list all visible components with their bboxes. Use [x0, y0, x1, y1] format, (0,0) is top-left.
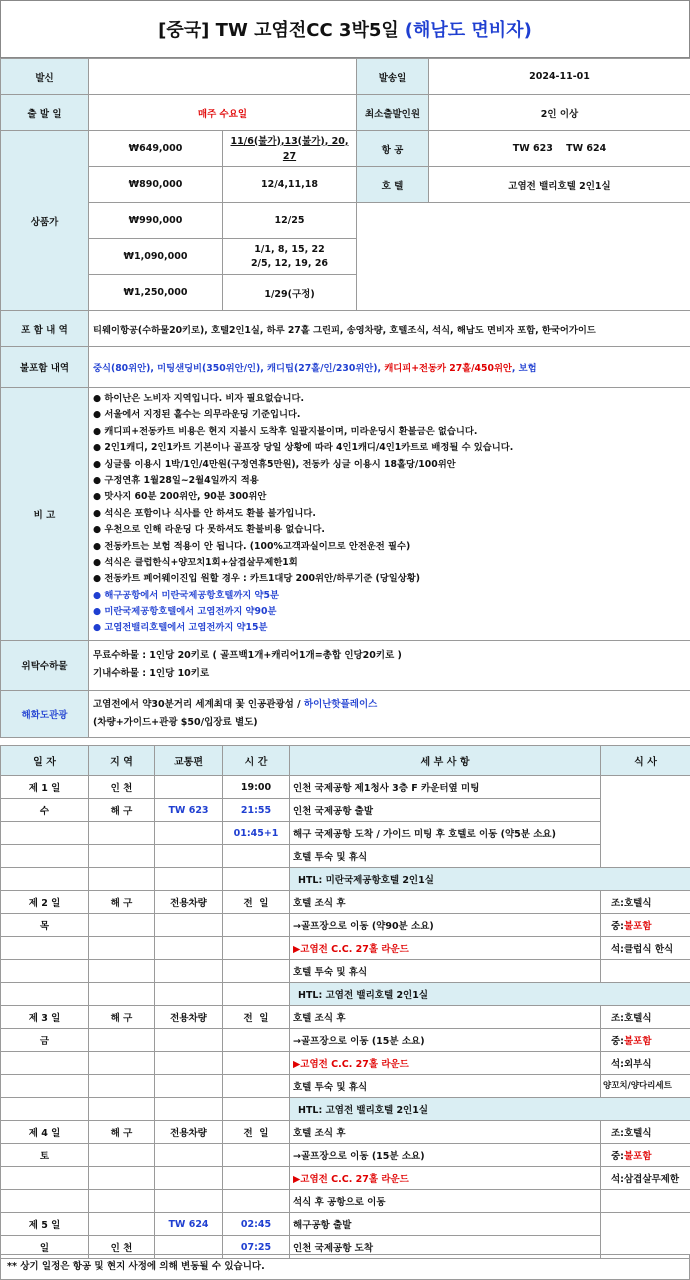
tour-label: 해화도관광 — [1, 690, 89, 737]
page-title — [0, 0, 690, 58]
day3-meal: 중:불포함 — [601, 1029, 690, 1052]
remark-line: ● 석식은 포함이나 식사를 안 하셔도 환불 불가입니다. — [93, 507, 316, 519]
day3-detail: ▶고염전 C.C. 27홀 라운드 — [290, 1052, 601, 1075]
title-sub: (해남도 면비자) — [404, 20, 532, 41]
day1-detail: 호텔 투숙 및 휴식 — [290, 845, 601, 868]
day5-time: 02:45 — [223, 1213, 290, 1236]
remarks-label: 비 고 — [1, 388, 89, 641]
footnote: ** 상기 일정은 항공 및 현지 사정에 의해 변동될 수 있습니다. — [0, 1254, 690, 1280]
blank-area — [357, 203, 690, 311]
day5-dow: 일 — [1, 1236, 89, 1259]
day2-label: 제 2 일 — [1, 891, 89, 914]
day5-flight: TW 624 — [155, 1213, 223, 1236]
price-4: ₩1,090,000 — [89, 239, 223, 275]
sender-value — [89, 59, 357, 95]
day2-hotel: HTL: 고염전 밸리호텔 2인1실 — [290, 983, 690, 1006]
day2-detail: 호텔 투숙 및 휴식 — [290, 960, 601, 983]
day1-detail: 해구 국제공항 도착 / 가이드 미팅 후 호텔로 이동 (약5분 소요) — [290, 822, 601, 845]
remarks-list — [89, 388, 690, 641]
price-1-dates: 11/6(불가),13(불가), 20, 27 — [223, 131, 357, 167]
day2-time: 전 일 — [223, 891, 290, 914]
price-5-dates: 1/29(구정) — [223, 275, 357, 311]
day2-meal: 석:클럽식 한식 — [601, 937, 690, 960]
remark-line: ● 맛사지 60분 200위안, 90분 300위안 — [93, 491, 267, 503]
day5-detail: 인천 국제공항 도착 — [290, 1236, 601, 1259]
remark-line: ● 석식은 클럽한식+양꼬치1회+삼겹살무제한1회 — [93, 556, 298, 568]
price-5: ₩1,250,000 — [89, 275, 223, 311]
day3-label: 제 3 일 — [1, 1006, 89, 1029]
price-3-dates: 12/25 — [223, 203, 357, 239]
remark-line: ● 고염전밸리호텔에서 고염전까지 약15분 — [93, 622, 268, 634]
day1-hotel: HTL: 미란국제공항호텔 2인1실 — [290, 868, 690, 891]
tour-value: 고염전에서 약30분거리 세계최대 꽃 인공관광섬 / 하이난핫플레이스 (차량+가이드+관광 $50/입장료 별도) — [89, 690, 690, 737]
airline-value: TW 623 TW 624 — [429, 131, 690, 167]
day5-label: 제 5 일 — [1, 1213, 89, 1236]
day3-dow: 금 — [1, 1029, 89, 1052]
remark-line: ● 하이난은 노비자 지역입니다. 비자 필요없습니다. — [93, 393, 304, 404]
departure-value: 매주 수요일 — [89, 95, 357, 131]
remark-line: ● 싱글룸 이용시 1박/1인/4만원(구정연휴5만원), 전동카 싱글 이용시 18홀당/100위안 — [93, 458, 456, 470]
day5-detail: 해구공항 출발 — [290, 1213, 601, 1236]
min-people-value: 2인 이상 — [429, 95, 690, 131]
remark-line: ● 우천으로 인해 라운딩 다 못하셔도 환불비용 없습니다. — [93, 524, 325, 536]
min-people-label: 최소출발인원 — [357, 95, 429, 131]
remark-line: ● 미란국제공항호텔에서 고염전까지 약90분 — [93, 606, 277, 618]
baggage-value: 무료수하물 : 1인당 20키로 ( 골프백1개+캐리어1개=총합 인당20키로 ) 기내수하물 : 1인당 10키로 — [89, 640, 690, 690]
day3-detail: 호텔 투숙 및 휴식 — [290, 1075, 601, 1098]
departure-label: 출 발 일 — [1, 95, 89, 131]
header-transport: 교통편 — [155, 746, 223, 776]
day1-flight: TW 623 — [155, 799, 223, 822]
excludes-value: 중식(80위안), 미팅샌딩비(350위안/인), 캐디팁(27홀/인/230위안), 캐디피+전동카 27홀/450위안, 보험 — [89, 347, 690, 388]
remark-line: ● 서울에서 지정된 홀수는 의무라운딩 기준입니다. — [93, 409, 301, 421]
day4-detail: 호텔 조식 후 — [290, 1121, 601, 1144]
day2-dow: 목 — [1, 914, 89, 937]
hotel-value: 고염전 밸리호텔 2인1실 — [429, 167, 690, 203]
send-date-value: 2024-11-01 — [429, 59, 690, 95]
excludes-label: 불포함 내역 — [1, 347, 89, 388]
remark-line: ● 해구공항에서 미란국제공항호텔까지 약5분 — [93, 589, 279, 601]
day4-meal: 조:호텔식 — [601, 1121, 690, 1144]
price-label: 상품가 — [1, 131, 89, 311]
header-region: 지 역 — [89, 746, 155, 776]
day2-detail: 호텔 조식 후 — [290, 891, 601, 914]
send-date-label: 발송일 — [357, 59, 429, 95]
header-date: 일 자 — [1, 746, 89, 776]
header-time: 시 간 — [223, 746, 290, 776]
airline-label: 항 공 — [357, 131, 429, 167]
day2-meal: 중:불포함 — [601, 914, 690, 937]
day1-time: 01:45+1 — [223, 822, 290, 845]
day2-transport: 전용차량 — [155, 891, 223, 914]
day2-detail: ▶고염전 C.C. 27홀 라운드 — [290, 937, 601, 960]
day1-detail: 인천 국제공항 출발 — [290, 799, 601, 822]
day2-meal: 조:호텔식 — [601, 891, 690, 914]
day4-transport: 전용차량 — [155, 1121, 223, 1144]
day3-place: 해 구 — [89, 1006, 155, 1029]
day3-meal: 조:호텔식 — [601, 1006, 690, 1029]
day5-place: 인 천 — [89, 1236, 155, 1259]
title-main: [중국] TW 고염전CC 3박5일 — [158, 20, 399, 41]
day3-time: 전 일 — [223, 1006, 290, 1029]
day4-meal: 석:삼겹살무제한 — [601, 1167, 690, 1190]
header-meals: 식 사 — [601, 746, 690, 776]
day4-time: 전 일 — [223, 1121, 290, 1144]
day4-detail: 석식 후 공항으로 이동 — [290, 1190, 601, 1213]
price-2-dates: 12/4,11,18 — [223, 167, 357, 203]
includes-label: 포 함 내 역 — [1, 311, 89, 347]
day4-meal: 중:불포함 — [601, 1144, 690, 1167]
day4-detail: ▶고염전 C.C. 27홀 라운드 — [290, 1167, 601, 1190]
day1-place: 인 천 — [89, 776, 155, 799]
day4-detail: →골프장으로 이동 (15분 소요) — [290, 1144, 601, 1167]
day4-label: 제 4 일 — [1, 1121, 89, 1144]
sender-label: 발신 — [1, 59, 89, 95]
price-2: ₩890,000 — [89, 167, 223, 203]
includes-value: 티웨이항공(수하물20키로), 호텔2인1실, 하루 27홀 그린피, 송영차량, 호텔조식, 석식, 해남도 면비자 포함, 한국어가이드 — [89, 311, 690, 347]
day3-hotel: HTL: 고염전 밸리호텔 2인1실 — [290, 1098, 690, 1121]
price-1: ₩649,000 — [89, 131, 223, 167]
remark-line: ● 전동카트 페어웨이진입 원할 경우 : 카트1대당 200위안/하루기준 (당일상황) — [93, 573, 420, 585]
product-info-table — [0, 58, 690, 738]
day1-dow: 수 — [1, 799, 89, 822]
remark-line: ● 2인1캐디, 2인1카트 기본이나 골프장 당일 상황에 따라 4인1캐디/4인1카트로 배정될 수 있습니다. — [93, 442, 514, 454]
remark-line: ● 캐디피+전동카트 비용은 현지 지불시 도착후 일괄지불이며, 미라운딩시 환불금은 없습니다. — [93, 425, 478, 437]
remark-line: ● 구정연휴 1월28일~2월4일까지 적용 — [93, 474, 259, 486]
price-4-dates: 1/1, 8, 15, 22 2/5, 12, 19, 26 — [223, 239, 357, 275]
header-details: 세 부 사 항 — [290, 746, 601, 776]
day1-label: 제 1 일 — [1, 776, 89, 799]
day3-detail: →골프장으로 이동 (15분 소요) — [290, 1029, 601, 1052]
schedule-table — [0, 745, 690, 1259]
day1-time: 21:55 — [223, 799, 290, 822]
day3-meal: 석:외부식 — [601, 1052, 690, 1075]
price-3: ₩990,000 — [89, 203, 223, 239]
day3-transport: 전용차량 — [155, 1006, 223, 1029]
day1-detail: 인천 국제공항 제1청사 3층 F 카운터옆 미팅 — [290, 776, 601, 799]
day4-dow: 토 — [1, 1144, 89, 1167]
day3-meal: 양꼬치/양다리세트 — [601, 1075, 690, 1098]
hotel-label: 호 텔 — [357, 167, 429, 203]
day1-time: 19:00 — [223, 776, 290, 799]
day1-place: 해 구 — [89, 799, 155, 822]
day3-detail: 호텔 조식 후 — [290, 1006, 601, 1029]
baggage-label: 위탁수하물 — [1, 640, 89, 690]
day5-time: 07:25 — [223, 1236, 290, 1259]
remark-line: ● 전동카트는 보험 적용이 안 됩니다. (100%고객과실이므로 안전운전 필수) — [93, 540, 411, 552]
day2-detail: →골프장으로 이동 (약90분 소요) — [290, 914, 601, 937]
day2-place: 해 구 — [89, 891, 155, 914]
day4-place: 해 구 — [89, 1121, 155, 1144]
